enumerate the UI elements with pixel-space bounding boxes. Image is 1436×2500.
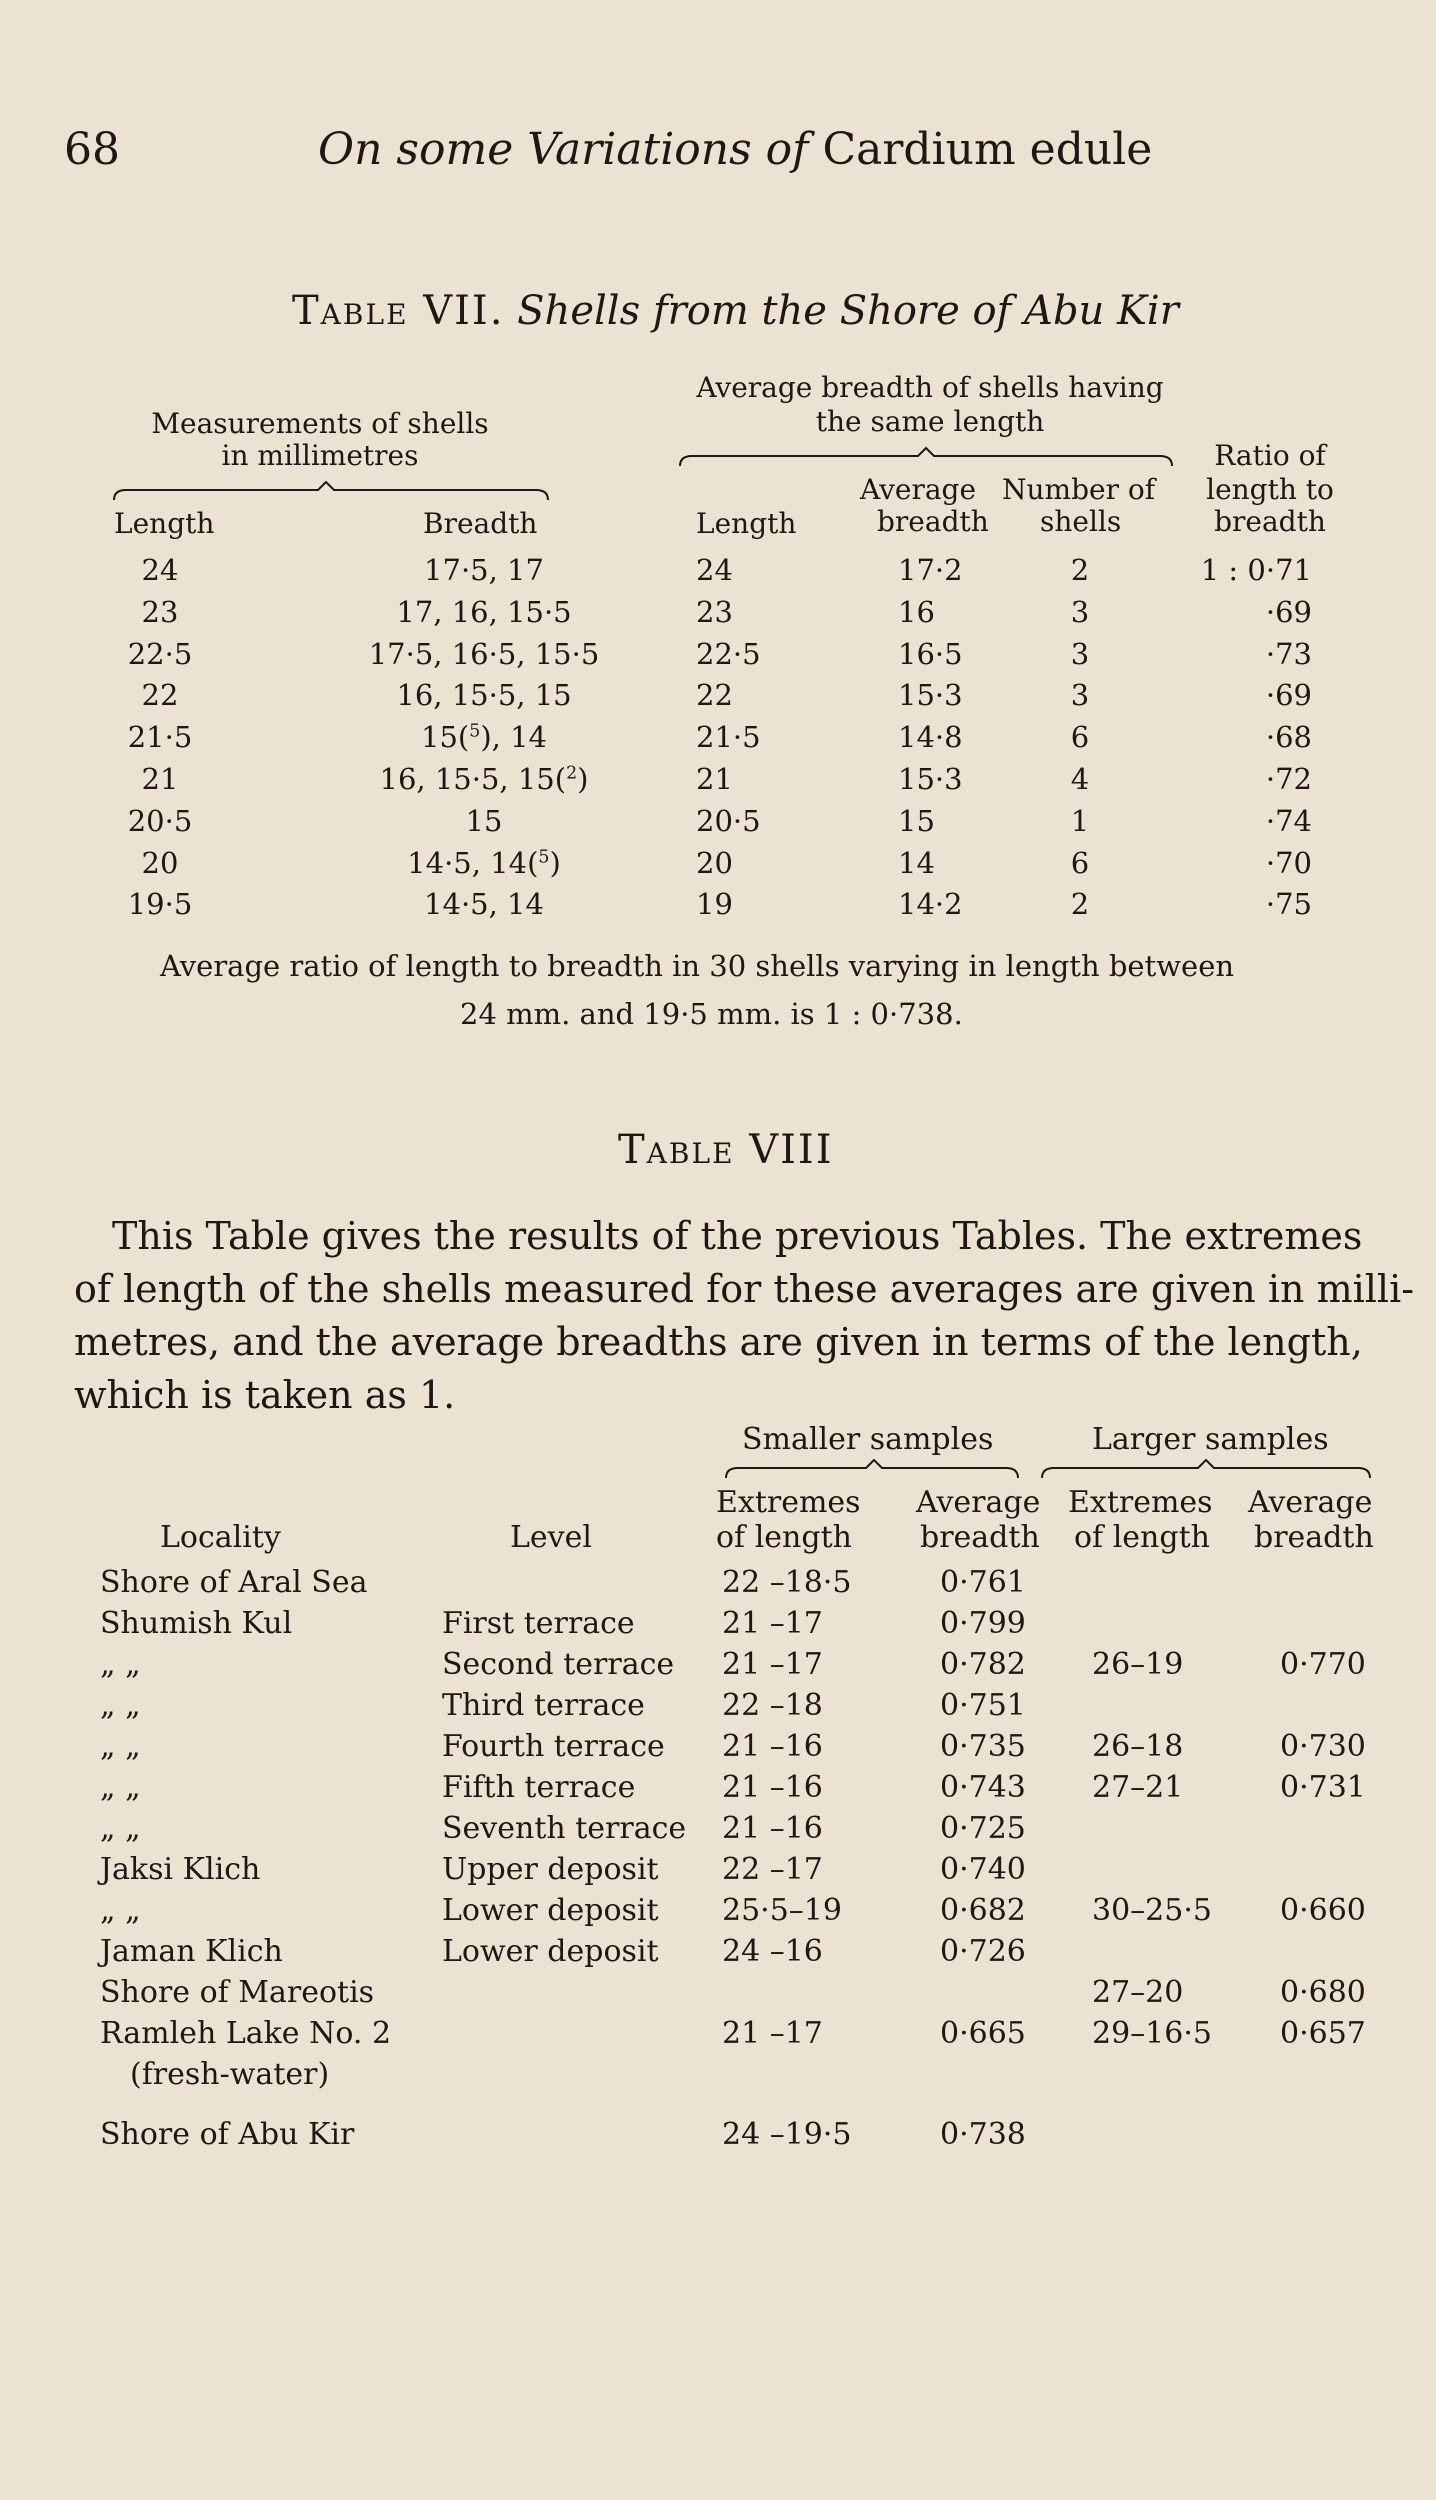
t7-footnote-line2: 24 mm. and 19·5 mm. is 1 : 0·738. xyxy=(460,997,963,1031)
t8-cell-locality-note: (fresh-water) xyxy=(130,2057,330,2092)
t7-cell-avg-breadth: 14·8 xyxy=(898,720,963,754)
t8-cell-small-extremes: 21 –16 xyxy=(722,1729,823,1764)
t8-cell-locality: Ramleh Lake No. 2 xyxy=(100,2016,392,2051)
t7-cell-length2: 20 xyxy=(696,846,733,880)
t7-group-right-line1: Average breadth of shells having xyxy=(696,371,1164,404)
t8-cell-small-extremes: 22 –17 xyxy=(722,1852,823,1887)
running-title-species: Cardium edule xyxy=(822,124,1153,175)
t8-cell-small-average: 0·740 xyxy=(940,1852,1026,1887)
t7-ratio-line2: length to xyxy=(1206,473,1334,506)
t7-cell-ratio: 1 : 0·71 xyxy=(1200,553,1312,587)
t8-cell-large-average: 0·657 xyxy=(1280,2016,1366,2051)
t8-col-lavg-2: breadth xyxy=(1254,1520,1374,1555)
t8-cell-level: Fifth terrace xyxy=(442,1770,636,1805)
t8-cell-locality: „ „ xyxy=(100,1811,141,1846)
t8-cell-small-extremes: 21 –16 xyxy=(722,1770,823,1805)
t7-cell-number: 3 xyxy=(1070,637,1090,671)
t8-col-ext-2: of length xyxy=(716,1520,852,1555)
t7-cell-breadth: 15 xyxy=(465,804,503,838)
t7-cell-length2: 19 xyxy=(696,887,733,921)
t8-cell-small-extremes: 21 –17 xyxy=(722,1606,823,1641)
t7-cell-length: 19·5 xyxy=(127,887,193,921)
t7-cell-number: 3 xyxy=(1070,595,1090,629)
page-number: 68 xyxy=(64,124,120,175)
t7-cell-length2: 22·5 xyxy=(696,637,761,671)
t7-col-length: Length xyxy=(114,507,215,540)
t7-cell-avg-breadth: 15·3 xyxy=(898,762,963,796)
t8-cell-large-average: 0·660 xyxy=(1280,1893,1366,1928)
t7-cell-length2: 22 xyxy=(696,678,733,712)
t8-cell-locality: „ „ xyxy=(100,1647,141,1682)
t8-cell-small-average: 0·726 xyxy=(940,1934,1026,1969)
t7-cell-length2: 21·5 xyxy=(696,720,761,754)
t7-cell-avg-breadth: 15·3 xyxy=(898,678,963,712)
t8-cell-large-average: 0·731 xyxy=(1280,1770,1366,1805)
t8-cell-small-extremes: 22 –18·5 xyxy=(722,1565,852,1600)
t8-brace-larger xyxy=(1040,1460,1380,1480)
t8-group-smaller: Smaller samples xyxy=(742,1422,994,1457)
t8-col-lext-2: of length xyxy=(1074,1520,1210,1555)
t8-brace-smaller xyxy=(724,1460,1024,1480)
t8-col-avg-2: breadth xyxy=(920,1520,1040,1555)
t8-cell-small-extremes: 21 –17 xyxy=(722,2016,823,2051)
t8-cell-locality: „ „ xyxy=(100,1729,141,1764)
t8-cell-small-average: 0·743 xyxy=(940,1770,1026,1805)
t7-cell-length2: 24 xyxy=(696,553,733,587)
t8-col-locality: Locality xyxy=(160,1520,281,1555)
t8-cell-large-average: 0·730 xyxy=(1280,1729,1366,1764)
running-title xyxy=(318,124,1153,175)
t8-cell-level: Third terrace xyxy=(442,1688,645,1723)
t8-cell-small-average: 0·735 xyxy=(940,1729,1026,1764)
t7-cell-number: 2 xyxy=(1070,887,1090,921)
t8-cell-small-average: 0·799 xyxy=(940,1606,1026,1641)
t8-cell-small-extremes: 24 –16 xyxy=(722,1934,823,1969)
t8-cell-small-average: 0·665 xyxy=(940,2016,1026,2051)
t7-cell-breadth: 14·5, 14($^5$) xyxy=(407,846,561,880)
t7-cell-ratio: ·73 xyxy=(1265,637,1312,671)
t8-cell-large-extremes: 26–18 xyxy=(1092,1729,1184,1764)
t8-cell-level: First terrace xyxy=(442,1606,635,1641)
t8-cell-small-extremes: 22 –18 xyxy=(722,1688,823,1723)
t7-cell-length: 21·5 xyxy=(127,720,193,754)
t8-cell-large-extremes: 29–16·5 xyxy=(1092,2016,1212,2051)
table7-label: Table VII. xyxy=(292,288,505,334)
t8-cell-locality: Jaksi Klich xyxy=(100,1852,261,1887)
t8-cell-locality: Shumish Kul xyxy=(100,1606,293,1641)
t7-cell-avg-breadth: 16 xyxy=(898,595,935,629)
t8-cell-locality: Shore of Mareotis xyxy=(100,1975,375,2010)
t8-cell-level: Fourth terrace xyxy=(442,1729,665,1764)
t7-cell-avg-breadth: 16·5 xyxy=(898,637,963,671)
t7-cell-avg-breadth: 14·2 xyxy=(898,887,963,921)
t8-cell-large-extremes: 27–21 xyxy=(1092,1770,1184,1805)
t7-cell-length2: 20·5 xyxy=(696,804,761,838)
t7-cell-ratio: ·69 xyxy=(1265,678,1312,712)
t7-cell-breadth: 17·5, 16·5, 15·5 xyxy=(368,637,600,671)
running-title-italic: On some Variations of xyxy=(318,124,809,175)
table7-title: Shells from the Shore of Abu Kir xyxy=(517,288,1179,334)
t7-cell-number: 1 xyxy=(1070,804,1090,838)
t7-cell-number: 3 xyxy=(1070,678,1090,712)
t8-cell-locality: Shore of Abu Kir xyxy=(100,2117,355,2152)
t8-cell-small-average: 0·725 xyxy=(940,1811,1026,1846)
t8-para-line4: which is taken as 1. xyxy=(74,1373,456,1417)
t7-cell-length: 22 xyxy=(141,678,179,712)
t8-cell-locality: „ „ xyxy=(100,1770,141,1805)
t8-group-larger: Larger samples xyxy=(1092,1422,1329,1457)
t7-cell-length: 20 xyxy=(141,846,179,880)
t7-brace-right xyxy=(678,448,1176,468)
t7-cell-ratio: ·74 xyxy=(1265,804,1312,838)
table8-label: Table VIII xyxy=(618,1127,834,1173)
t8-cell-large-average: 0·770 xyxy=(1280,1647,1366,1682)
t7-cell-length: 23 xyxy=(141,595,179,629)
t8-cell-level: Lower deposit xyxy=(442,1934,659,1969)
t8-cell-small-average: 0·682 xyxy=(940,1893,1026,1928)
t7-cell-breadth: 15($^5$), 14 xyxy=(421,720,547,754)
t7-cell-length: 24 xyxy=(141,553,179,587)
t7-cell-breadth: 17, 16, 15·5 xyxy=(396,595,572,629)
t7-col-length2: Length xyxy=(696,507,797,540)
t8-cell-locality: Jaman Klich xyxy=(100,1934,283,1969)
t7-cell-ratio: ·70 xyxy=(1265,846,1312,880)
t8-col-ext-1: Extremes xyxy=(716,1485,861,1520)
t8-cell-small-average: 0·782 xyxy=(940,1647,1026,1682)
t8-cell-small-average: 0·738 xyxy=(940,2117,1026,2152)
t7-ratio-line3: breadth xyxy=(1214,505,1326,538)
t7-brace-left xyxy=(112,482,552,502)
t7-cell-number: 4 xyxy=(1070,762,1090,796)
t8-cell-small-extremes: 21 –17 xyxy=(722,1647,823,1682)
t8-cell-locality: Shore of Aral Sea xyxy=(100,1565,368,1600)
t7-cell-avg-breadth: 17·2 xyxy=(898,553,963,587)
t8-col-lext-1: Extremes xyxy=(1068,1485,1213,1520)
t7-cell-length: 22·5 xyxy=(127,637,193,671)
t8-para-line1: This Table gives the results of the previous Tables. The extremes xyxy=(112,1214,1363,1258)
t7-cell-avg-breadth: 15 xyxy=(898,804,935,838)
t7-col-number-2: shells xyxy=(1040,505,1122,538)
t7-cell-breadth: 16, 15·5, 15 xyxy=(396,678,572,712)
t8-cell-large-average: 0·680 xyxy=(1280,1975,1366,2010)
table7-caption xyxy=(292,288,1179,334)
t8-col-lavg-1: Average xyxy=(1248,1485,1373,1520)
t8-para-line2: of length of the shells measured for these averages are given in milli- xyxy=(74,1267,1415,1311)
t8-cell-large-extremes: 26–19 xyxy=(1092,1647,1184,1682)
t8-cell-level: Lower deposit xyxy=(442,1893,659,1928)
t8-cell-level: Seventh terrace xyxy=(442,1811,687,1846)
t8-cell-small-extremes: 25·5–19 xyxy=(722,1893,842,1928)
t7-cell-avg-breadth: 14 xyxy=(898,846,935,880)
t7-col-breadth: Breadth xyxy=(423,507,538,540)
t7-cell-breadth: 14·5, 14 xyxy=(424,887,544,921)
t8-para-line3: metres, and the average breadths are given in terms of the length, xyxy=(74,1320,1363,1364)
t7-cell-length: 20·5 xyxy=(127,804,193,838)
t7-cell-number: 6 xyxy=(1070,846,1090,880)
t7-cell-ratio: ·68 xyxy=(1265,720,1312,754)
t7-cell-number: 6 xyxy=(1070,720,1090,754)
t7-cell-ratio: ·69 xyxy=(1265,595,1312,629)
t7-cell-length2: 21 xyxy=(696,762,733,796)
t7-col-number-1: Number of xyxy=(1002,473,1156,506)
t7-cell-ratio: ·75 xyxy=(1265,887,1312,921)
t8-cell-locality: „ „ xyxy=(100,1893,141,1928)
t7-cell-breadth: 16, 15·5, 15($^2$) xyxy=(379,762,589,796)
t7-footnote-line1: Average ratio of length to breadth in 30 shells varying in length between xyxy=(160,949,1235,983)
t7-col-avg-1: Average xyxy=(860,473,977,506)
t7-group-left-line2: in millimetres xyxy=(221,439,419,472)
t7-cell-number: 2 xyxy=(1070,553,1090,587)
t8-col-level: Level xyxy=(510,1520,592,1555)
t8-cell-large-extremes: 27–20 xyxy=(1092,1975,1184,2010)
t8-cell-small-average: 0·751 xyxy=(940,1688,1026,1723)
t7-ratio-line1: Ratio of xyxy=(1214,439,1326,472)
t8-cell-large-extremes: 30–25·5 xyxy=(1092,1893,1212,1928)
t7-cell-breadth: 17·5, 17 xyxy=(424,553,544,587)
t7-cell-length: 21 xyxy=(141,762,179,796)
t7-col-avg-2: breadth xyxy=(877,505,989,538)
t7-group-left-line1: Measurements of shells xyxy=(151,407,489,440)
t7-cell-length2: 23 xyxy=(696,595,733,629)
t8-cell-small-extremes: 24 –19·5 xyxy=(722,2117,852,2152)
t8-cell-small-average: 0·761 xyxy=(940,1565,1026,1600)
t8-cell-level: Upper deposit xyxy=(442,1852,659,1887)
t8-cell-locality: „ „ xyxy=(100,1688,141,1723)
t8-cell-level: Second terrace xyxy=(442,1647,675,1682)
t8-col-avg-1: Average xyxy=(916,1485,1041,1520)
t8-cell-small-extremes: 21 –16 xyxy=(722,1811,823,1846)
t7-group-right-line2: the same length xyxy=(815,405,1045,438)
t7-cell-ratio: ·72 xyxy=(1265,762,1312,796)
